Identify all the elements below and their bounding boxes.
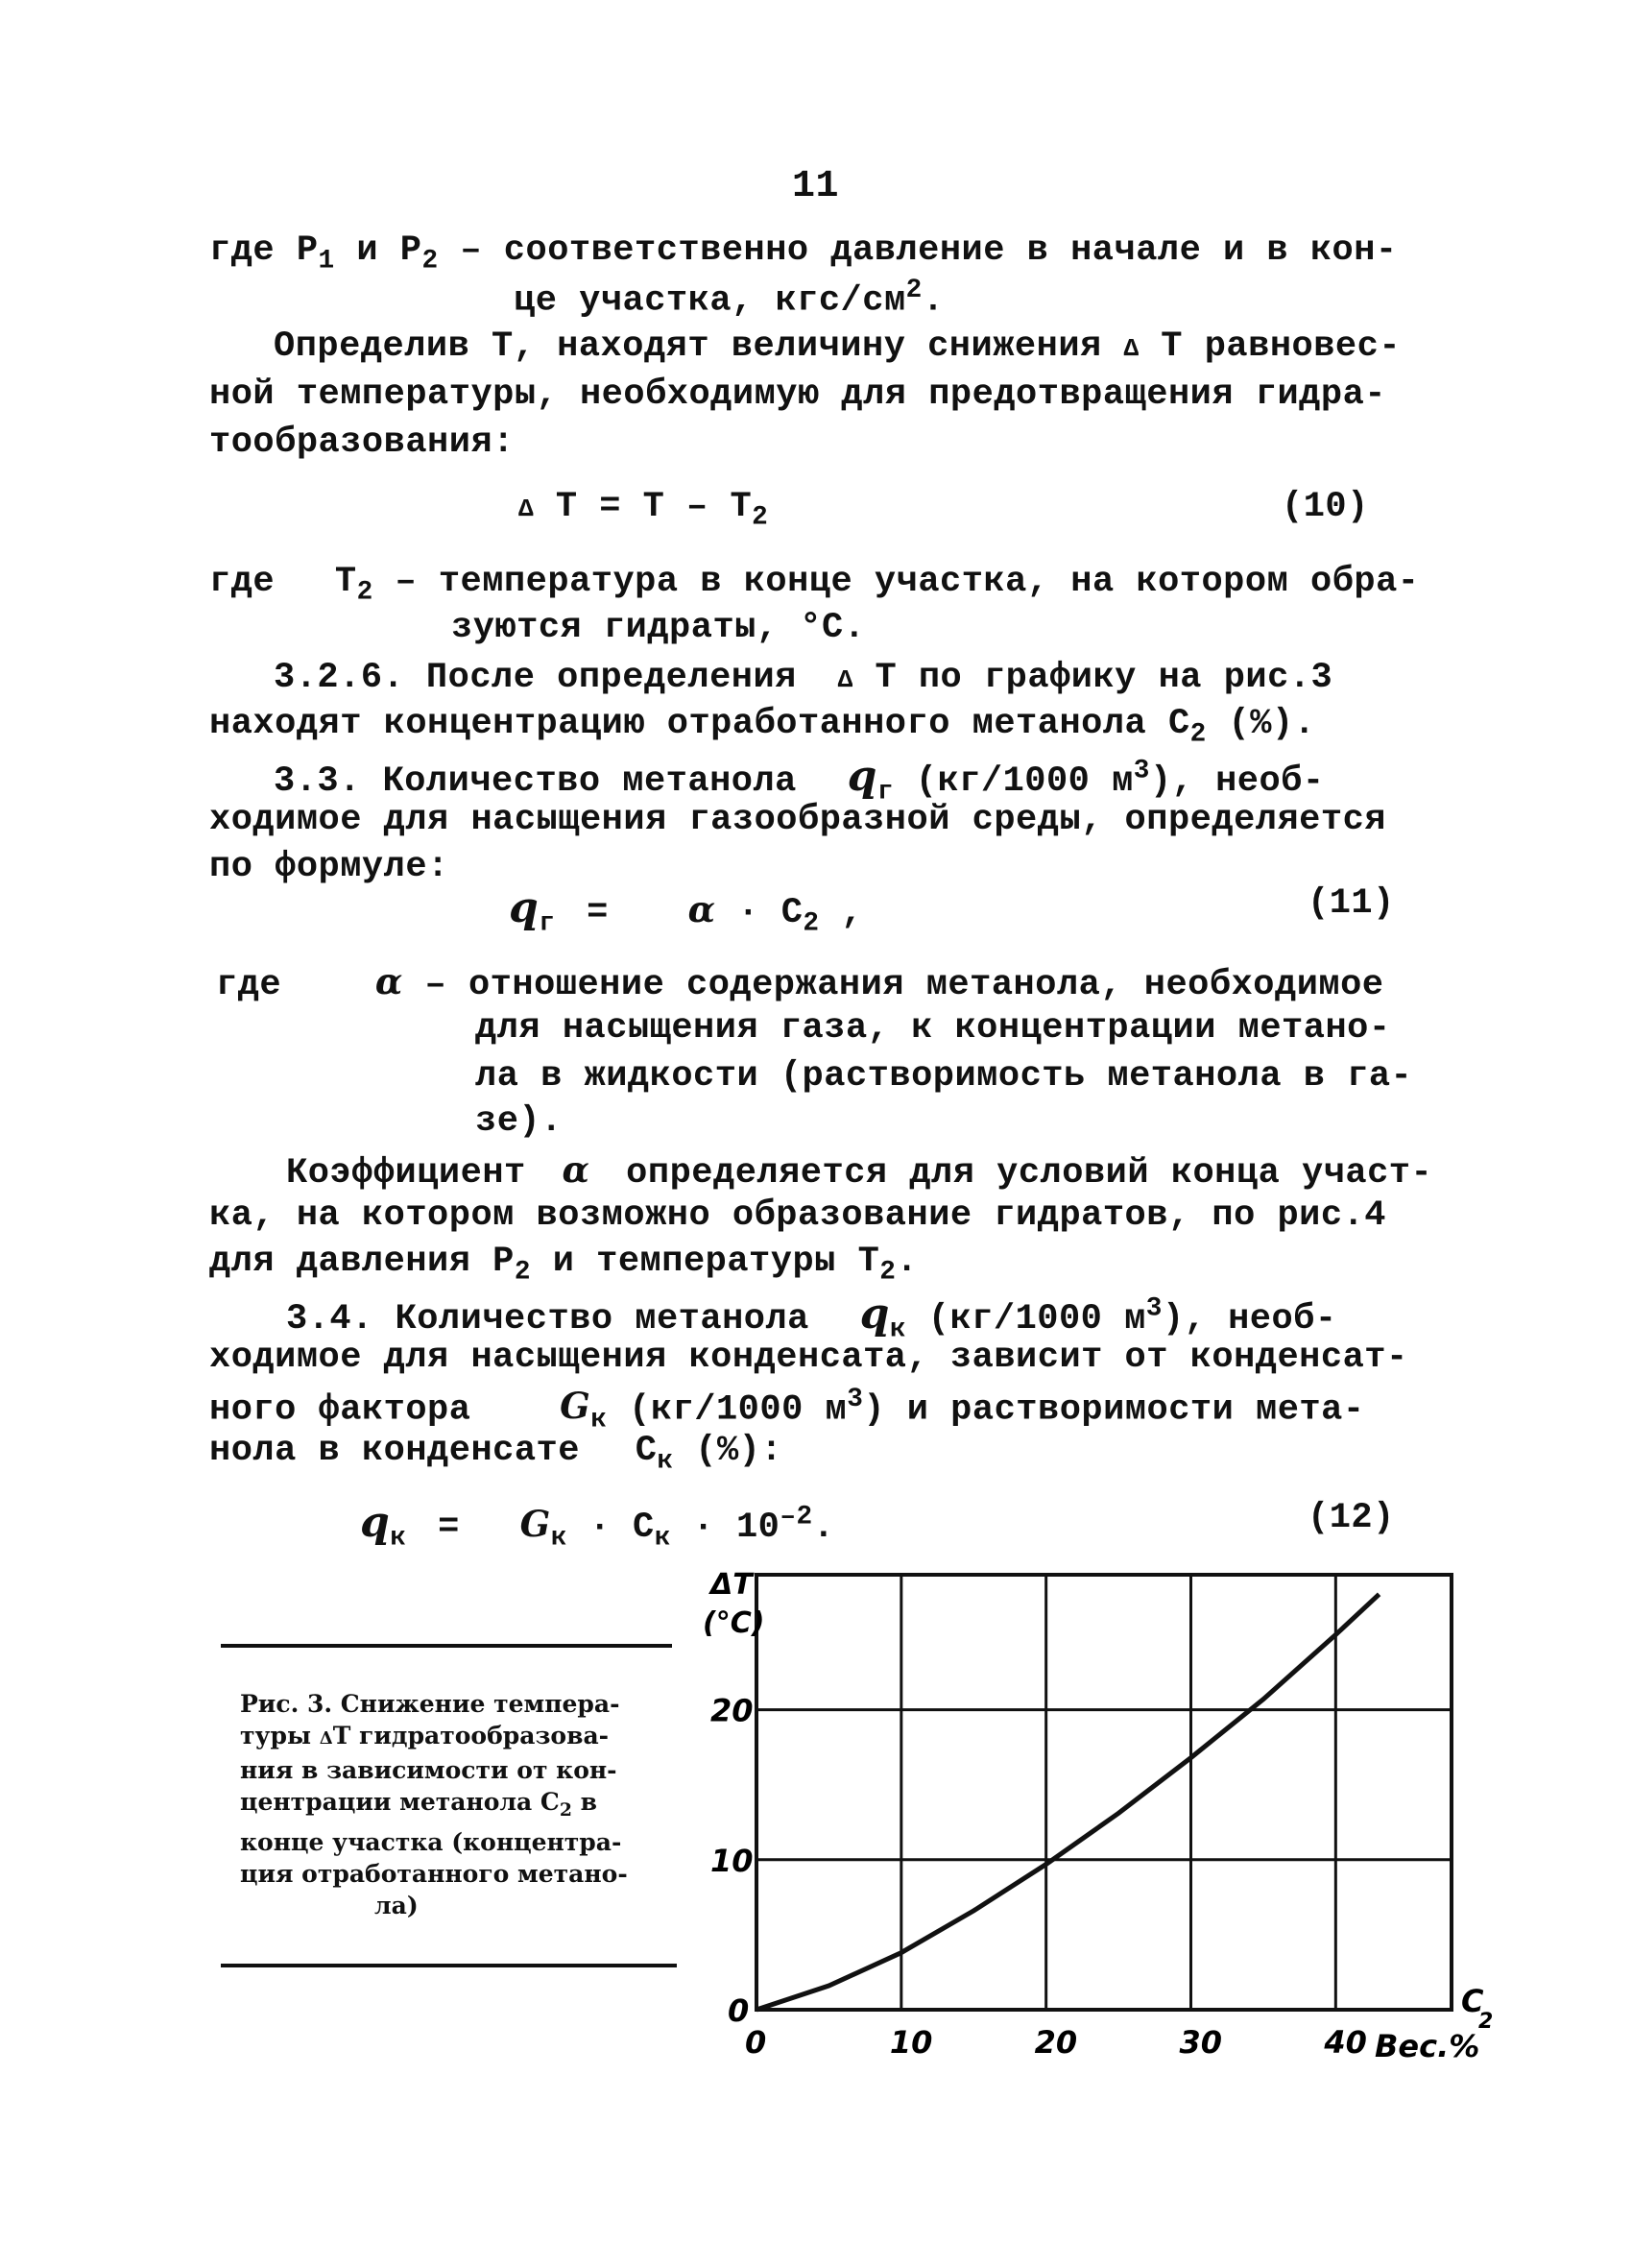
text-fragment: – соответственно давление в начале и в кон- bbox=[438, 230, 1398, 271]
alpha-symbol: α bbox=[374, 960, 403, 1002]
y-axis-label: ΔT bbox=[710, 1568, 753, 1602]
text-fragment: где bbox=[209, 562, 276, 602]
caption-line: Рис. 3. Снижение темпера- bbox=[240, 1690, 620, 1718]
x-tick-label: 40 bbox=[1324, 2024, 1367, 2061]
caption-fragment: в bbox=[571, 1788, 597, 1816]
x-tick-labels bbox=[745, 2024, 1367, 2061]
x-axis-subscript: 2 bbox=[1478, 2010, 1494, 2034]
y-tick-label: 10 bbox=[710, 1842, 754, 1879]
text-fragment: где bbox=[216, 965, 282, 1005]
equals-sign: = bbox=[587, 893, 609, 933]
superscript: 3 bbox=[847, 1385, 864, 1414]
text-line: для насыщения газа, к концентрации метано- bbox=[475, 1008, 1391, 1049]
subscript: 1 bbox=[318, 246, 335, 277]
subscript: к bbox=[590, 1405, 608, 1436]
text-fragment: нола в конденсате bbox=[209, 1431, 580, 1471]
caption-fragment: центрации метанола С bbox=[240, 1788, 560, 1816]
equation-text: Т = Т – Т bbox=[555, 487, 753, 527]
subscript: г bbox=[539, 908, 556, 939]
x-axis-symbol: C bbox=[1461, 1983, 1484, 2019]
g-symbol: G bbox=[560, 1385, 591, 1428]
text-line: ходимое для насыщения газообразной среды, определяется bbox=[209, 800, 1386, 840]
text-fragment: 3.3. Количество метанола bbox=[274, 761, 797, 802]
text-fragment: 3.4. Количество метанола bbox=[286, 1299, 809, 1339]
superscript: 3 bbox=[1145, 1293, 1163, 1324]
equation-text: · C bbox=[737, 893, 804, 933]
q-symbol: q bbox=[847, 752, 877, 801]
text-fragment: це участка, кгс/см bbox=[514, 280, 906, 322]
text-fragment: находят концентрацию отработанного метанола С bbox=[209, 704, 1190, 744]
subscript: к bbox=[889, 1315, 907, 1345]
series-line bbox=[756, 1594, 1380, 2010]
equals-sign: = bbox=[438, 1508, 460, 1548]
q-symbol: q bbox=[360, 1498, 391, 1547]
text-line: тообразования: bbox=[209, 422, 515, 463]
subscript: 2 bbox=[1189, 719, 1207, 750]
equation-text: · 10 bbox=[670, 1508, 780, 1548]
x-axis-unit: Вес.% bbox=[1375, 2028, 1480, 2064]
text-fragment: ного фактора bbox=[209, 1389, 471, 1431]
superscript: –2 bbox=[780, 1502, 813, 1532]
text-line: по формуле: bbox=[209, 847, 449, 887]
text-fragment: (кг/1000 м bbox=[915, 761, 1134, 802]
text-fragment: Определив Т, находят величину снижения bbox=[274, 326, 1102, 367]
text-line: ходимое для насыщения конденсата, зависит от конденсат- bbox=[209, 1338, 1408, 1378]
delta-symbol: Δ bbox=[1123, 334, 1140, 363]
x-tick-label: 20 bbox=[1034, 2024, 1078, 2061]
text-fragment: (%): bbox=[673, 1431, 783, 1471]
page-number: 11 bbox=[792, 165, 840, 208]
text-fragment: ), необ- bbox=[1149, 761, 1325, 802]
chart-grid bbox=[756, 1575, 1452, 2010]
delta-symbol: Δ bbox=[518, 495, 535, 523]
text-fragment: Т по графику на рис.3 bbox=[875, 658, 1333, 698]
equation-number: (10) bbox=[1282, 487, 1369, 527]
text-fragment: (%). bbox=[1206, 704, 1316, 744]
caption-line: ния в зависимости от кон- bbox=[240, 1756, 617, 1784]
text-fragment: ), необ- bbox=[1162, 1299, 1337, 1339]
chart-frame bbox=[756, 1575, 1452, 2010]
x-tick-label: 10 bbox=[889, 2024, 933, 2061]
text-fragment: Т равновес- bbox=[1161, 326, 1402, 367]
subscript: 2 bbox=[559, 1799, 572, 1821]
subscript: к bbox=[550, 1523, 567, 1554]
q-symbol: q bbox=[509, 883, 540, 932]
y-tick-label: 0 bbox=[728, 1992, 750, 2029]
x-tick-label: 0 bbox=[745, 2024, 767, 2061]
text-fragment: . bbox=[896, 1242, 919, 1282]
text-fragment: Коэффициент bbox=[286, 1153, 526, 1194]
text-fragment: где P bbox=[209, 230, 319, 271]
y-tick-label: 20 bbox=[710, 1692, 754, 1729]
delta-symbol: Δ bbox=[837, 665, 853, 694]
text-fragment: Т bbox=[334, 562, 357, 602]
subscript: к bbox=[654, 1523, 671, 1554]
text-line: ка, на котором возможно образование гидратов, по рис.4 bbox=[209, 1195, 1386, 1236]
text-line: ла в жидкости (растворимость метанола в га- bbox=[475, 1056, 1413, 1097]
subscript: 2 bbox=[356, 577, 373, 608]
text-line: ной температуры, необходимую для предотвращения гидра- bbox=[209, 374, 1386, 415]
text-fragment: – температура в конце участка, на котором обра- bbox=[395, 562, 1420, 602]
text-fragment: – отношение содержания метанола, необходимое bbox=[424, 965, 1384, 1005]
text-fragment: ) и растворимости мета- bbox=[863, 1389, 1365, 1431]
caption-line: ла) bbox=[374, 1892, 419, 1919]
equation-text: · С bbox=[588, 1508, 655, 1548]
equation-number: (11) bbox=[1308, 883, 1395, 924]
y-tick-labels bbox=[710, 1693, 754, 2029]
superscript: 2 bbox=[905, 276, 923, 305]
g-symbol: G bbox=[519, 1503, 551, 1545]
text-fragment: С bbox=[635, 1431, 658, 1471]
caption-line: ция отработанного метано- bbox=[240, 1860, 628, 1888]
text-fragment: зуются гидраты, bbox=[451, 608, 779, 648]
equation-number: (12) bbox=[1308, 1498, 1395, 1538]
superscript: 3 bbox=[1133, 756, 1150, 786]
equation-text: . bbox=[812, 1508, 835, 1548]
caption-fragment: туры bbox=[240, 1722, 312, 1749]
subscript: г bbox=[876, 777, 895, 808]
text-line: зе). bbox=[475, 1101, 563, 1142]
text-fragment: °С. bbox=[800, 608, 866, 648]
text-fragment: (кг/1000 м bbox=[927, 1299, 1146, 1339]
text-fragment: для давления P bbox=[209, 1242, 515, 1282]
subscript: к bbox=[390, 1523, 407, 1554]
delta-symbol: Δ bbox=[319, 1728, 333, 1749]
text-fragment: . bbox=[922, 280, 945, 322]
x-tick-label: 30 bbox=[1179, 2024, 1223, 2061]
subscript: 2 bbox=[752, 502, 769, 533]
text-fragment: 3.2.6. После определения bbox=[274, 658, 797, 698]
subscript: 2 bbox=[879, 1257, 897, 1288]
alpha-symbol: α bbox=[562, 1148, 590, 1191]
text-fragment: (кг/1000 м bbox=[629, 1389, 848, 1431]
subscript: к bbox=[657, 1446, 674, 1477]
caption-line: конце участка (концентра- bbox=[240, 1828, 622, 1856]
caption-fragment: Т гидратообразова- bbox=[332, 1722, 610, 1749]
alpha-symbol: α bbox=[687, 888, 716, 930]
equation-text: , bbox=[819, 893, 863, 933]
text-fragment: определяется для условий конца участ- bbox=[626, 1153, 1433, 1194]
q-symbol: q bbox=[859, 1290, 890, 1339]
subscript: 2 bbox=[514, 1257, 532, 1288]
subscript: 2 bbox=[421, 246, 439, 277]
subscript: 2 bbox=[803, 908, 820, 939]
text-fragment: и P bbox=[334, 230, 422, 271]
text-fragment: и температуры Т bbox=[531, 1242, 880, 1282]
y-axis-unit: (°C) bbox=[703, 1606, 765, 1640]
